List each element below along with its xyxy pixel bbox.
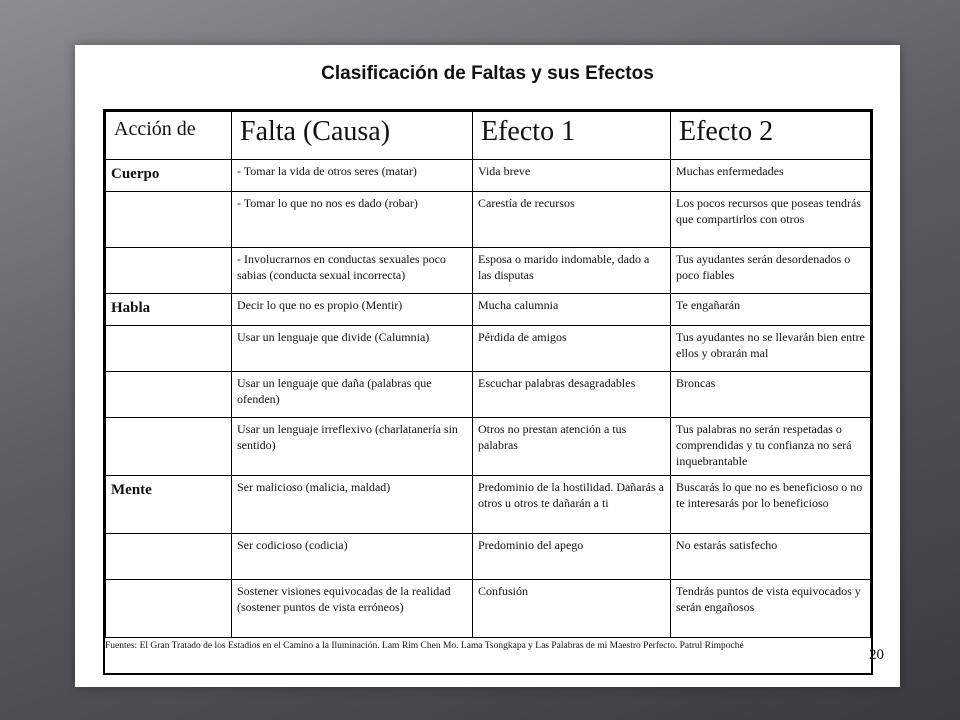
table-row xyxy=(106,192,871,248)
falta-cell: - Tomar lo que no nos es dado (robar) xyxy=(232,192,473,248)
efecto2-cell: Los pocos recursos que poseas tendrás que compartirlos con otros xyxy=(671,192,871,248)
falta-cell: Sostener visiones equivocadas de la realidad (sostener puntos de vista erróneos) xyxy=(232,580,473,638)
table-row xyxy=(106,248,871,294)
efecto1-cell: Predominio de la hostilidad. Dañarás a otros u otros te dañarán a ti xyxy=(473,476,671,534)
efecto1-cell: Esposa o marido indomable, dado a las disputas xyxy=(473,248,671,294)
efecto1-cell: Confusión xyxy=(473,580,671,638)
category-cell xyxy=(106,248,232,294)
efecto1-cell: Mucha calumnia xyxy=(473,294,671,326)
sources-footnote: Fuentes: El Gran Tratado de los Estadios en el Camino a la Iluminación. Lam Rim Chen Mo. Lama Tsongkapa y Las Palabras de mi Maestro Perfecto. Patrul Rimpoché xyxy=(105,641,744,651)
table-row xyxy=(106,294,871,326)
category-cell xyxy=(106,372,232,418)
category-cell xyxy=(106,326,232,372)
falta-cell: Ser malicioso (malicia, maldad) xyxy=(232,476,473,534)
efecto2-cell: Muchas enfermedades xyxy=(671,160,871,192)
category-cell xyxy=(106,192,232,248)
table-row xyxy=(106,580,871,638)
header-efecto1: Efecto 1 xyxy=(473,112,671,160)
efecto2-cell: No estarás satisfecho xyxy=(671,534,871,580)
table-header-row xyxy=(106,112,871,160)
efecto2-cell: Tus palabras no serán respetadas o comprendidas y tu confianza no será inquebrantable xyxy=(671,418,871,476)
table-row xyxy=(106,534,871,580)
table-row xyxy=(106,326,871,372)
table-row xyxy=(106,476,871,534)
header-accion: Acción de xyxy=(106,112,232,160)
efecto2-cell: Broncas xyxy=(671,372,871,418)
slide-title: Clasificación de Faltas y sus Efectos xyxy=(321,63,654,84)
efecto1-cell: Vida breve xyxy=(473,160,671,192)
efecto2-cell: Tus ayudantes serán desordenados o poco fiables xyxy=(671,248,871,294)
efecto1-cell: Predominio del apego xyxy=(473,534,671,580)
efecto1-cell: Otros no prestan atención a tus palabras xyxy=(473,418,671,476)
table-row xyxy=(106,372,871,418)
table-row xyxy=(106,418,871,476)
header-efecto2: Efecto 2 xyxy=(671,112,871,160)
falta-cell: Usar un lenguaje irreflexivo (charlatanería sin sentido) xyxy=(232,418,473,476)
category-cell xyxy=(106,580,232,638)
category-cell: Cuerpo xyxy=(106,160,232,192)
category-cell: Habla xyxy=(106,294,232,326)
category-cell: Mente xyxy=(106,476,232,534)
category-cell xyxy=(106,418,232,476)
efecto1-cell: Escuchar palabras desagradables xyxy=(473,372,671,418)
efecto2-cell: Tendrás puntos de vista equivocados y serán engañosos xyxy=(671,580,871,638)
falta-cell: - Tomar la vida de otros seres (matar) xyxy=(232,160,473,192)
falta-cell: Usar un lenguaje que daña (palabras que ofenden) xyxy=(232,372,473,418)
efecto2-cell: Tus ayudantes no se llevarán bien entre ellos y obrarán mal xyxy=(671,326,871,372)
falta-cell: - Involucrarnos en conductas sexuales poco sabias (conducta sexual incorrecta) xyxy=(232,248,473,294)
table-row xyxy=(106,160,871,192)
falta-cell: Decir lo que no es propio (Mentir) xyxy=(232,294,473,326)
falta-cell: Ser codicioso (codicia) xyxy=(232,534,473,580)
efecto2-cell: Te engañarán xyxy=(671,294,871,326)
efecto1-cell: Carestía de recursos xyxy=(473,192,671,248)
falta-cell: Usar un lenguaje que divide (Calumnia) xyxy=(232,326,473,372)
faults-table xyxy=(105,111,871,638)
efecto1-cell: Pérdida de amigos xyxy=(473,326,671,372)
header-falta: Falta (Causa) xyxy=(232,112,473,160)
slide xyxy=(75,45,900,687)
page-number: 20 xyxy=(869,647,884,663)
efecto2-cell: Buscarás lo que no es beneficioso o no te interesarás por lo beneficioso xyxy=(671,476,871,534)
table-frame xyxy=(103,109,873,675)
category-cell xyxy=(106,534,232,580)
